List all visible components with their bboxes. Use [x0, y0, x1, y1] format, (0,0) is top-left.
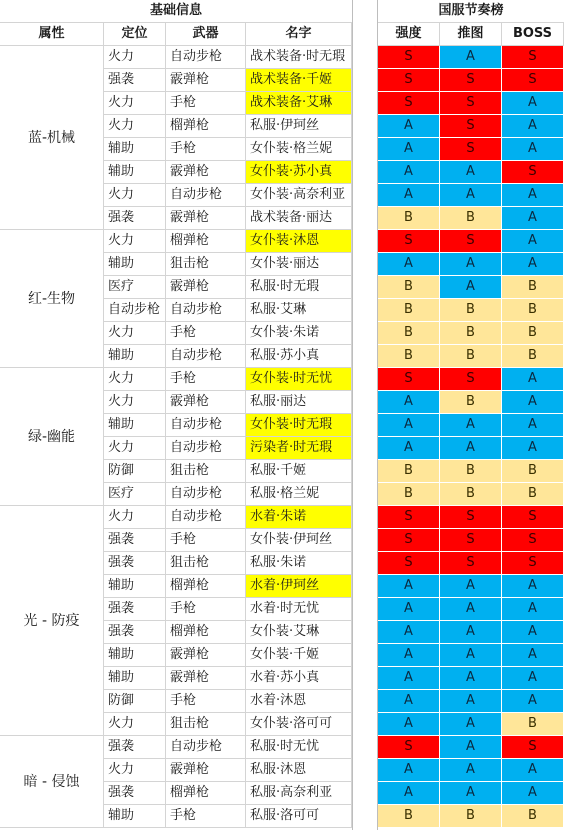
strength-rating-cell: A	[378, 161, 440, 184]
boss-rating-cell: S	[502, 46, 564, 69]
boss-rating-cell: A	[502, 253, 564, 276]
role-cell: 防御	[104, 690, 166, 713]
role-cell: 火力	[104, 46, 166, 69]
character-name-cell: 战术装备·千姬	[246, 69, 352, 92]
character-name-cell: 私服·伊珂丝	[246, 115, 352, 138]
col-header-name: 名字	[246, 23, 352, 46]
boss-rating-cell: A	[502, 230, 564, 253]
weapon-cell: 狙击枪	[166, 713, 246, 736]
boss-rating-cell: B	[502, 805, 564, 828]
attribute-group-label: 暗 - 侵蚀	[0, 736, 104, 828]
attribute-group-label: 绿-幽能	[0, 368, 104, 506]
boss-rating-cell: S	[502, 69, 564, 92]
role-cell: 火力	[104, 437, 166, 460]
strength-rating-cell: A	[378, 414, 440, 437]
boss-rating-cell: A	[502, 368, 564, 391]
push-rating-cell: A	[440, 276, 502, 299]
character-name-cell: 女仆装·高奈利亚	[246, 184, 352, 207]
character-name-cell: 私服·朱诺	[246, 552, 352, 575]
strength-rating-cell: B	[378, 483, 440, 506]
role-cell: 强袭	[104, 529, 166, 552]
attribute-group-label: 蓝-机械	[0, 46, 104, 230]
weapon-cell: 霰弹枪	[166, 667, 246, 690]
weapon-cell: 榴弹枪	[166, 621, 246, 644]
push-rating-cell: A	[440, 598, 502, 621]
role-cell: 火力	[104, 368, 166, 391]
strength-rating-cell: A	[378, 575, 440, 598]
role-cell: 火力	[104, 759, 166, 782]
push-rating-cell: A	[440, 782, 502, 805]
push-rating-cell: A	[440, 161, 502, 184]
weapon-cell: 霰弹枪	[166, 276, 246, 299]
character-name-cell: 女仆装·洛可可	[246, 713, 352, 736]
role-cell: 自动步枪	[104, 299, 166, 322]
character-name-cell: 水着·朱诺	[246, 506, 352, 529]
weapon-cell: 榴弹枪	[166, 230, 246, 253]
strength-rating-cell: S	[378, 552, 440, 575]
role-cell: 强袭	[104, 207, 166, 230]
strength-rating-cell: A	[378, 759, 440, 782]
push-rating-cell: B	[440, 345, 502, 368]
boss-rating-cell: A	[502, 644, 564, 667]
strength-rating-cell: A	[378, 690, 440, 713]
strength-rating-cell: S	[378, 46, 440, 69]
role-cell: 辅助	[104, 161, 166, 184]
weapon-cell: 霰弹枪	[166, 759, 246, 782]
character-name-cell: 私服·洛可可	[246, 805, 352, 828]
weapon-cell: 手枪	[166, 690, 246, 713]
strength-rating-cell: B	[378, 299, 440, 322]
boss-rating-cell: A	[502, 138, 564, 161]
boss-rating-cell: A	[502, 667, 564, 690]
role-cell: 辅助	[104, 253, 166, 276]
boss-rating-cell: S	[502, 736, 564, 759]
role-cell: 辅助	[104, 644, 166, 667]
boss-rating-cell: A	[502, 759, 564, 782]
character-name-cell: 女仆装·艾琳	[246, 621, 352, 644]
role-cell: 强袭	[104, 598, 166, 621]
push-rating-cell: B	[440, 207, 502, 230]
weapon-cell: 手枪	[166, 529, 246, 552]
push-rating-cell: A	[440, 437, 502, 460]
strength-rating-cell: A	[378, 184, 440, 207]
weapon-cell: 手枪	[166, 138, 246, 161]
boss-rating-cell: A	[502, 184, 564, 207]
boss-rating-cell: A	[502, 782, 564, 805]
push-rating-cell: S	[440, 506, 502, 529]
weapon-cell: 狙击枪	[166, 253, 246, 276]
character-name-cell: 战术装备·艾琳	[246, 92, 352, 115]
boss-rating-cell: B	[502, 276, 564, 299]
boss-rating-cell: S	[502, 161, 564, 184]
character-name-cell: 女仆装·时无瑕	[246, 414, 352, 437]
character-name-cell: 私服·格兰妮	[246, 483, 352, 506]
weapon-cell: 榴弹枪	[166, 782, 246, 805]
strength-rating-cell: A	[378, 667, 440, 690]
character-name-cell: 女仆装·丽达	[246, 253, 352, 276]
col-header-role: 定位	[104, 23, 166, 46]
character-name-cell: 水着·伊珂丝	[246, 575, 352, 598]
boss-rating-cell: S	[502, 529, 564, 552]
character-name-cell: 战术装备·时无瑕	[246, 46, 352, 69]
weapon-cell: 手枪	[166, 805, 246, 828]
weapon-cell: 自动步枪	[166, 483, 246, 506]
push-rating-cell: A	[440, 690, 502, 713]
boss-rating-cell: B	[502, 345, 564, 368]
role-cell: 辅助	[104, 667, 166, 690]
weapon-cell: 霰弹枪	[166, 207, 246, 230]
character-name-cell: 私服·千姬	[246, 460, 352, 483]
push-rating-cell: A	[440, 644, 502, 667]
push-rating-cell: B	[440, 460, 502, 483]
attribute-group-label: 红-生物	[0, 230, 104, 368]
role-cell: 医疗	[104, 276, 166, 299]
group-header-tier-list: 国服节奏榜	[378, 0, 564, 23]
character-name-cell: 私服·时无忧	[246, 736, 352, 759]
strength-rating-cell: S	[378, 506, 440, 529]
push-rating-cell: S	[440, 69, 502, 92]
character-name-cell: 水着·苏小真	[246, 667, 352, 690]
character-name-cell: 女仆装·格兰妮	[246, 138, 352, 161]
strength-rating-cell: A	[378, 253, 440, 276]
boss-rating-cell: A	[502, 690, 564, 713]
character-name-cell: 私服·沐恩	[246, 759, 352, 782]
weapon-cell: 狙击枪	[166, 460, 246, 483]
role-cell: 火力	[104, 322, 166, 345]
weapon-cell: 霰弹枪	[166, 644, 246, 667]
boss-rating-cell: A	[502, 92, 564, 115]
character-name-cell: 私服·时无瑕	[246, 276, 352, 299]
strength-rating-cell: B	[378, 322, 440, 345]
strength-rating-cell: S	[378, 69, 440, 92]
push-rating-cell: B	[440, 483, 502, 506]
role-cell: 医疗	[104, 483, 166, 506]
strength-rating-cell: S	[378, 92, 440, 115]
push-rating-cell: A	[440, 736, 502, 759]
strength-rating-cell: A	[378, 782, 440, 805]
boss-rating-cell: B	[502, 483, 564, 506]
role-cell: 火力	[104, 92, 166, 115]
role-cell: 辅助	[104, 345, 166, 368]
weapon-cell: 自动步枪	[166, 437, 246, 460]
character-name-cell: 女仆装·伊珂丝	[246, 529, 352, 552]
strength-rating-cell: B	[378, 276, 440, 299]
role-cell: 火力	[104, 115, 166, 138]
push-rating-cell: A	[440, 621, 502, 644]
push-rating-cell: S	[440, 138, 502, 161]
role-cell: 强袭	[104, 69, 166, 92]
strength-rating-cell: S	[378, 368, 440, 391]
push-rating-cell: B	[440, 391, 502, 414]
boss-rating-cell: B	[502, 713, 564, 736]
role-cell: 辅助	[104, 575, 166, 598]
role-cell: 强袭	[104, 621, 166, 644]
push-rating-cell: A	[440, 46, 502, 69]
strength-rating-cell: S	[378, 230, 440, 253]
role-cell: 火力	[104, 184, 166, 207]
role-cell: 火力	[104, 713, 166, 736]
attribute-group-label: 光 - 防疫	[0, 506, 104, 736]
weapon-cell: 霰弹枪	[166, 391, 246, 414]
strength-rating-cell: B	[378, 805, 440, 828]
push-rating-cell: S	[440, 552, 502, 575]
role-cell: 辅助	[104, 805, 166, 828]
boss-rating-cell: S	[502, 506, 564, 529]
character-name-cell: 战术装备·丽达	[246, 207, 352, 230]
role-cell: 强袭	[104, 736, 166, 759]
push-rating-cell: A	[440, 575, 502, 598]
boss-rating-cell: A	[502, 621, 564, 644]
character-name-cell: 女仆装·时无忧	[246, 368, 352, 391]
push-rating-cell: B	[440, 322, 502, 345]
boss-rating-cell: A	[502, 575, 564, 598]
weapon-cell: 自动步枪	[166, 345, 246, 368]
weapon-cell: 手枪	[166, 322, 246, 345]
strength-rating-cell: A	[378, 598, 440, 621]
boss-rating-cell: A	[502, 207, 564, 230]
boss-rating-cell: S	[502, 552, 564, 575]
role-cell: 火力	[104, 506, 166, 529]
weapon-cell: 自动步枪	[166, 506, 246, 529]
push-rating-cell: A	[440, 253, 502, 276]
weapon-cell: 榴弹枪	[166, 115, 246, 138]
push-rating-cell: A	[440, 713, 502, 736]
boss-rating-cell: A	[502, 598, 564, 621]
role-cell: 防御	[104, 460, 166, 483]
boss-rating-cell: A	[502, 437, 564, 460]
weapon-cell: 霰弹枪	[166, 69, 246, 92]
role-cell: 辅助	[104, 138, 166, 161]
push-rating-cell: A	[440, 667, 502, 690]
role-cell: 火力	[104, 230, 166, 253]
strength-rating-cell: A	[378, 115, 440, 138]
boss-rating-cell: A	[502, 391, 564, 414]
weapon-cell: 榴弹枪	[166, 575, 246, 598]
push-rating-cell: A	[440, 414, 502, 437]
column-separator	[352, 0, 353, 830]
strength-rating-cell: S	[378, 736, 440, 759]
push-rating-cell: S	[440, 368, 502, 391]
character-name-cell: 水着·时无忧	[246, 598, 352, 621]
role-cell: 火力	[104, 391, 166, 414]
push-rating-cell: A	[440, 759, 502, 782]
character-name-cell: 私服·丽达	[246, 391, 352, 414]
character-name-cell: 私服·苏小真	[246, 345, 352, 368]
weapon-cell: 自动步枪	[166, 299, 246, 322]
boss-rating-cell: B	[502, 460, 564, 483]
character-name-cell: 私服·艾琳	[246, 299, 352, 322]
push-rating-cell: S	[440, 115, 502, 138]
weapon-cell: 自动步枪	[166, 46, 246, 69]
boss-rating-cell: B	[502, 299, 564, 322]
col-header-weapon: 武器	[166, 23, 246, 46]
boss-rating-cell: A	[502, 115, 564, 138]
role-cell: 强袭	[104, 552, 166, 575]
strength-rating-cell: B	[378, 460, 440, 483]
strength-rating-cell: A	[378, 621, 440, 644]
strength-rating-cell: B	[378, 345, 440, 368]
character-name-cell: 污染者·时无瑕	[246, 437, 352, 460]
push-rating-cell: A	[440, 184, 502, 207]
col-header-boss: BOSS	[502, 23, 564, 46]
character-name-cell: 女仆装·朱诺	[246, 322, 352, 345]
boss-rating-cell: A	[502, 414, 564, 437]
weapon-cell: 手枪	[166, 598, 246, 621]
character-name-cell: 女仆装·沐恩	[246, 230, 352, 253]
role-cell: 辅助	[104, 414, 166, 437]
push-rating-cell: S	[440, 92, 502, 115]
weapon-cell: 霰弹枪	[166, 161, 246, 184]
col-header-push: 推图	[440, 23, 502, 46]
weapon-cell: 手枪	[166, 92, 246, 115]
boss-rating-cell: B	[502, 322, 564, 345]
weapon-cell: 手枪	[166, 368, 246, 391]
push-rating-cell: S	[440, 230, 502, 253]
character-name-cell: 女仆装·苏小真	[246, 161, 352, 184]
push-rating-cell: B	[440, 299, 502, 322]
role-cell: 强袭	[104, 782, 166, 805]
character-name-cell: 女仆装·千姬	[246, 644, 352, 667]
strength-rating-cell: A	[378, 644, 440, 667]
strength-rating-cell: B	[378, 207, 440, 230]
col-header-strength: 强度	[378, 23, 440, 46]
push-rating-cell: B	[440, 805, 502, 828]
strength-rating-cell: A	[378, 391, 440, 414]
character-name-cell: 私服·高奈利亚	[246, 782, 352, 805]
character-name-cell: 水着·沐恩	[246, 690, 352, 713]
weapon-cell: 狙击枪	[166, 552, 246, 575]
weapon-cell: 自动步枪	[166, 414, 246, 437]
group-header-basic-info: 基础信息	[0, 0, 352, 23]
strength-rating-cell: A	[378, 713, 440, 736]
weapon-cell: 自动步枪	[166, 184, 246, 207]
strength-rating-cell: A	[378, 138, 440, 161]
strength-rating-cell: S	[378, 529, 440, 552]
push-rating-cell: S	[440, 529, 502, 552]
weapon-cell: 自动步枪	[166, 736, 246, 759]
strength-rating-cell: A	[378, 437, 440, 460]
col-header-attribute: 属性	[0, 23, 104, 46]
